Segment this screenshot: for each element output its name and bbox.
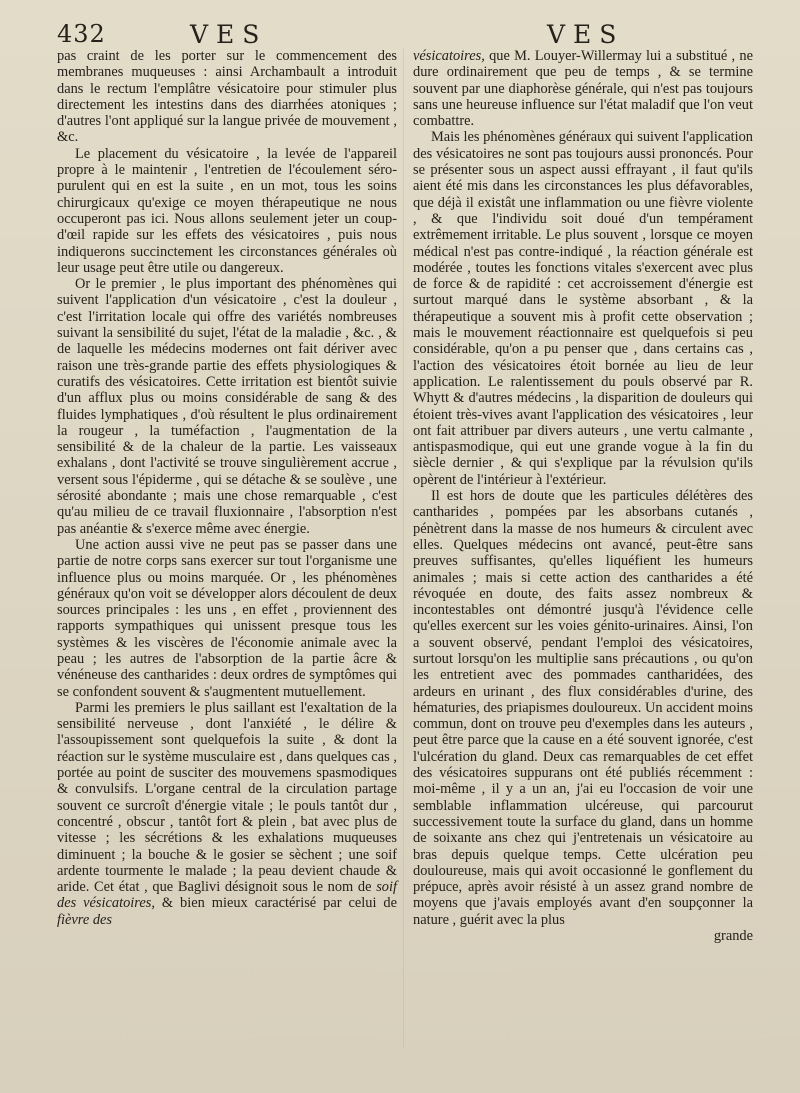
paragraph-text: Parmi les premiers le plus saillant est l'exaltation de la sensibilité nerveuse , dont l'anxiété , le délire & l'assoupissement sont quelquefois la suite , & dont la réaction sur le système musculaire est , dans quelques cas , portée au point de susciter des mouvemens spasmodiques & convulsifs. L'organe central de la circulation partage souvent ce surcroît d'énergie vitale ; le pouls tantôt dur , concentré , obscur , tantôt fort & plein , bat avec plus de vitesse ; les sécrétions & les exhalations muqueuses diminuent ; la bouche & le gosier se sèchent ; une soif ardente tourmente le malade ; la peau devient chaude & aride. Cet état , que Baglivi désignoit sous le nom de xyxy=(57,699,397,896)
paragraph: Une action aussi vive ne peut pas se passer dans une partie de notre corps sans exercer sur tout l'organisme une influence plus ou moins marquée. Or , les phénomènes généraux qu'on voit se développer alors découlent de deux sources principales : les uns , en effet , proviennent des rapports sympathiques qui unissent presque tous les systèmes & les viscères de l'économie animale avec la peau ; les autres de l'absorption de la partie âcre & vénéneuse des cantharides : deux ordres de symptômes qui se confondent souvent & s'augmentent mutuellement. xyxy=(57,536,397,700)
paragraph: Il est hors de doute que les particules délétères des cantharides , pompées par les absorbans cutanés , pénètrent dans la masse de nos humeurs & circulent avec elles. Quelques médecins ont avancé, peut-être sans preuves suffisantes, qu'elles liquéfient les humeurs animales ; mais si cette action des cantharides a été révoquée en doute, des faits assez nombreux & incontestables ont démontré jusqu'à l'évidence celle qu'elles exercent sur les voies génito-urinaires. Ainsi, l'on a souvent observé, pendant l'emploi des vésicatoires, surtout lorsqu'on les multiplie sans précautions , ou qu'on les entretient avec des pommades cantharidées, des ardeurs en urinant , des flux considérables d'urine, des hématuries, des priapismes douloureux. Un accident moins commun, dont on trouve peu d'exemples dans les auteurs , peut être parce que la cause en a été souvent ignorée, c'est l'ulcération du gland. Deux cas remarquables de cet effet des vésicatoires suppurans ont été publiés récemment : moi-même , il y a un an, j'ai eu l'occasion de voir une semblable inflammation ulcéreuse, qui parcourut successivement toute la surface du gland, dans un homme de soixante ans chez qui j'entretenais un vésicatoire au bras depuis quelque temps. Cette ulcération peu douloureuse, mais qui avoit occasionné le gonflement du prépuce, après avoir résisté à un assez grand nombre de moyens que j'avais employés avant d'en soupçonner la nature , guérit avec la plus xyxy=(413,488,753,928)
running-head-left: VES xyxy=(190,20,268,49)
paragraph: pas craint de les porter sur le commencement des membranes muqueuses : ainsi Archambault a introduit dans le rectum l'emplâtre vésicatoire pour stimuler plus directement les intestins dans des diarrhées atoniques ; d'autres l'ont appliqué sur la langue privée de mouvement , &c. xyxy=(57,48,397,146)
italic-term: fièvre des xyxy=(57,911,113,928)
italic-term: vésicatoires, xyxy=(413,48,485,64)
catchword: grande xyxy=(713,928,753,945)
paragraph xyxy=(57,700,397,928)
column-divider xyxy=(403,48,404,1048)
right-column xyxy=(413,48,753,944)
paragraph xyxy=(413,48,753,129)
italic-term: soif des vésicatoires, xyxy=(57,879,397,912)
paragraph-text: & bien mieux caractérisé par celui de xyxy=(161,895,397,912)
left-column xyxy=(57,48,397,928)
paragraph: Le placement du vésicatoire , la levée de l'appareil propre à le maintenir , l'entretien de l'écoulement séro-purulent qui en est la suite , en un mot, tous les soins chirurgicaux qu'exige ce moyen thérapeutique ne nous occuperont pas ici. Nous allons seulement jeter un coup-d'œil rapide sur les effets des vésicatoires , puis nous indiquerons succinctement les circonstances générales où leur usage peut être utile ou dangereux. xyxy=(57,145,397,276)
running-head-right: VES xyxy=(547,20,625,49)
page-number: 432 xyxy=(57,20,106,48)
paragraph: Or le premier , le plus important des phénomènes qui suivent l'application d'un vésicatoire , c'est la douleur , c'est l'irritation locale qui offre des variétés nombreuses suivant la sensibilité du sujet, l'état de la maladie , &c. , & de laquelle les médecins modernes ont fait dériver avec raison une très-grande partie des effets physiologiques & curatifs des vésicatoires. Cette irritation est bientôt suivie d'un afflux plus ou moins considérable de sang & des fluides lymphatiques , d'où résultent le plus ordinairement la rougeur , la tuméfaction , l'augmentation de la sensibilité & de la chaleur de la partie. Les vaisseaux exhalans , dont l'activité se trouve singulièrement accrue , versent sous l'épiderme , qui se détache & se soulève , une sérosité abondante ; mais une chose remarquable , c'est qu'au milieu de ce travail fluxionnaire , l'absorption n'est pas anéantie & s'exerce même avec énergie. xyxy=(57,276,397,537)
paragraph-text: que M. Louyer-Willermay lui a substitué , ne dure ordinairement que peu de temps , & se termine souvent par une diaphorèse générale, qui n'est pas toujours sans une heureuse influence sur l'état maladif que l'on veut combattre. xyxy=(413,48,753,130)
paragraph: Mais les phénomènes généraux qui suivent l'application des vésicatoires ne sont pas toujours aussi prononcés. Pour se présenter sous un aspect aussi effrayant , il faut qu'ils aient été mis dans les circonstances les plus défavorables, que déjà il existât une inflammation ou une fièvre violente , & que l'individu soit doué d'un tempérament extrêmement irritable. Le plus souvent , lorsque ce moyen médical n'est pas contre-indiqué , la réaction générale est modérée , toutes les fonctions vitales s'exercent avec plus de force & de rapidité : cet accroissement d'énergie est surtout marqué dans le système absorbant , & la thérapeutique a souvent mis à profit cette observation ; mais le mouvement réactionnaire est quelquefois si peu considérable, qu'on a pu penser que , dans certains cas , l'action des vésicatoires étoit bornée au lieu de leur application. Le ralentissement du pouls observé par R. Whytt & d'autres médecins , la disparition de douleurs qui étoient très-vives avant l'application des vésicatoires , leur ont fait attribuer par divers auteurs , une vertu calmante , antispasmodique, qui eut une grande vogue à la fin du siècle dernier , & qui s'explique par la révulsion qu'ils opèrent de l'intérieur à l'extérieur. xyxy=(413,129,753,488)
